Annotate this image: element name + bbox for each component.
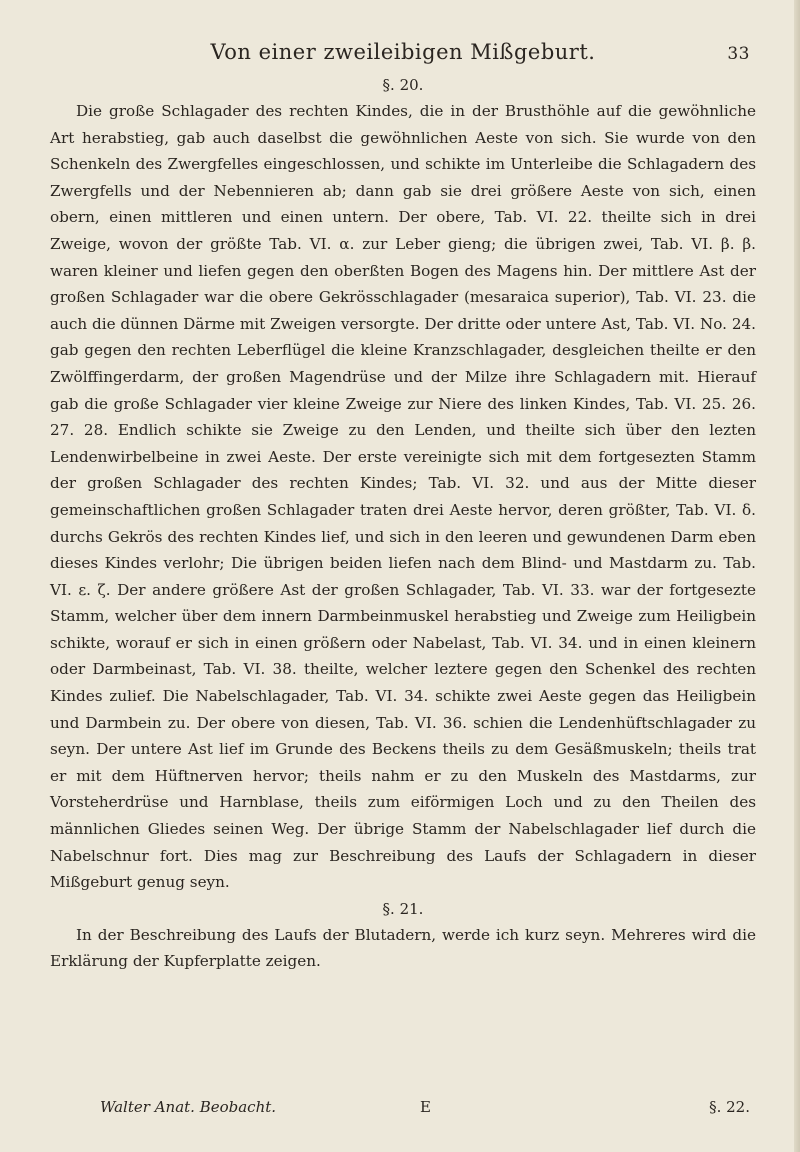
signature-title: Walter Anat. Beobacht. — [100, 1098, 277, 1116]
page-footer — [50, 1098, 756, 1122]
running-title: Von einer zweileibigen Mißgeburt. — [210, 40, 596, 64]
paragraph: Die große Schlagader des rechten Kindes, die in der Brusthöhle auf die gewöhnliche Art herabstieg, gab auch daselbst die gewöhnlichen Aeste von sich. Sie wurde von den Schenkeln des Zwergfelles eingeschlossen, und schikte im Unterleibe die Schlagadern des Zwergfells und der Nebennieren ab; dann gab sie drei größere Aeste von sich, einen obern, einen mittleren und einen untern. Der obere, Tab. VI. 22. theilte sich in drei Zweige, wovon der größte Tab. VI. α. zur Leber gieng; die übrigen zwei, Tab. VI. β. β. waren kleiner und liefen gegen den oberßten Bogen des Magens hin. Der mittlere Ast der großen Schlagader war die obere Gekrösschlagader (mesaraica superior), Tab. VI. 23. die auch die dünnen Därme mit Zweigen versorgte. Der dritte oder untere Ast, Tab. VI. No. 24. gab gegen den rechten Leberflügel die kleine Kranzschlagader, desgleichen theilte er den Zwölffingerdarm, der großen Magendrüse und der Milze ihre Schlagadern mit. Hierauf gab die große Schlagader vier kleine Zweige zur Niere des linken Kindes, Tab. VI. 25. 26. 27. 28. Endlich schikte sie Zweige zu den Lenden, und theilte sich über den lezten Lendenwirbelbeine in zwei Aeste. Der erste vereinigte sich mit dem fortgesezten Stamm der großen Schlagader des rechten Kindes; Tab. VI. 32. und aus der Mitte dieser gemeinschaftlichen großen Schlagader traten drei Aeste hervor, deren größter, Tab. VI. δ. durchs Gekrös des rechten Kindes lief, und sich in den leeren und gewundenen Darm eben dieses Kindes verlohr; Die übrigen beiden liefen nach dem Blind- und Mastdarm zu. Tab. VI. ε. ζ. Der andere größere Ast der großen Schlagader, Tab. VI. 33. war der fortgesezte Stamm, welcher über dem innern Darmbeinmuskel herabstieg und Zweige zum Heiligbein schikte, worauf er sich in einen größern oder Nabelast, Tab. VI. 34. und in einen kleinern oder Darmbeinast, Tab. VI. 38. theilte, welcher leztere gegen den Schenkel des rechten Kindes zulief. Die Nabelschlagader, Tab. VI. 34. schikte zwei Aeste gegen das Heiligbein und Darmbein zu. Der obere von diesen, Tab. VI. 36. schien die Lendenhüftschlagader zu seyn. Der untere Ast lief im Grunde des Beckens theils zu dem Gesäßmuskeln; theils trat er mit dem Hüftnerven hervor; theils nahm er zu den Muskeln des Mastdarms, zur Vorsteherdrüse und Harnblase, theils zum eiförmigen Loch und zu den Theilen des männlichen Gliedes seinen Weg. Der übrige Stamm der Nabelschlagader lief durch die Nabelschnur fort. Dies mag zur Beschreibung des Laufs der Schlagadern in dieser Mißgeburt genug seyn. — [50, 102, 756, 892]
running-head — [50, 40, 756, 72]
page-number: 33 — [727, 44, 750, 64]
section-mark: §. 21. — [382, 899, 424, 918]
signature-mark: E — [420, 1098, 431, 1116]
section-mark: §. 20. — [382, 76, 424, 94]
page-edge — [794, 0, 800, 1152]
paragraph: In der Beschreibung des Laufs der Blutadern, werde ich kurz seyn. Mehreres wird die Erklärung der Kupferplatte zeigen. — [50, 925, 756, 971]
section-21 — [50, 900, 756, 975]
catchword: §. 22. — [709, 1098, 750, 1116]
section-20 — [50, 76, 756, 896]
